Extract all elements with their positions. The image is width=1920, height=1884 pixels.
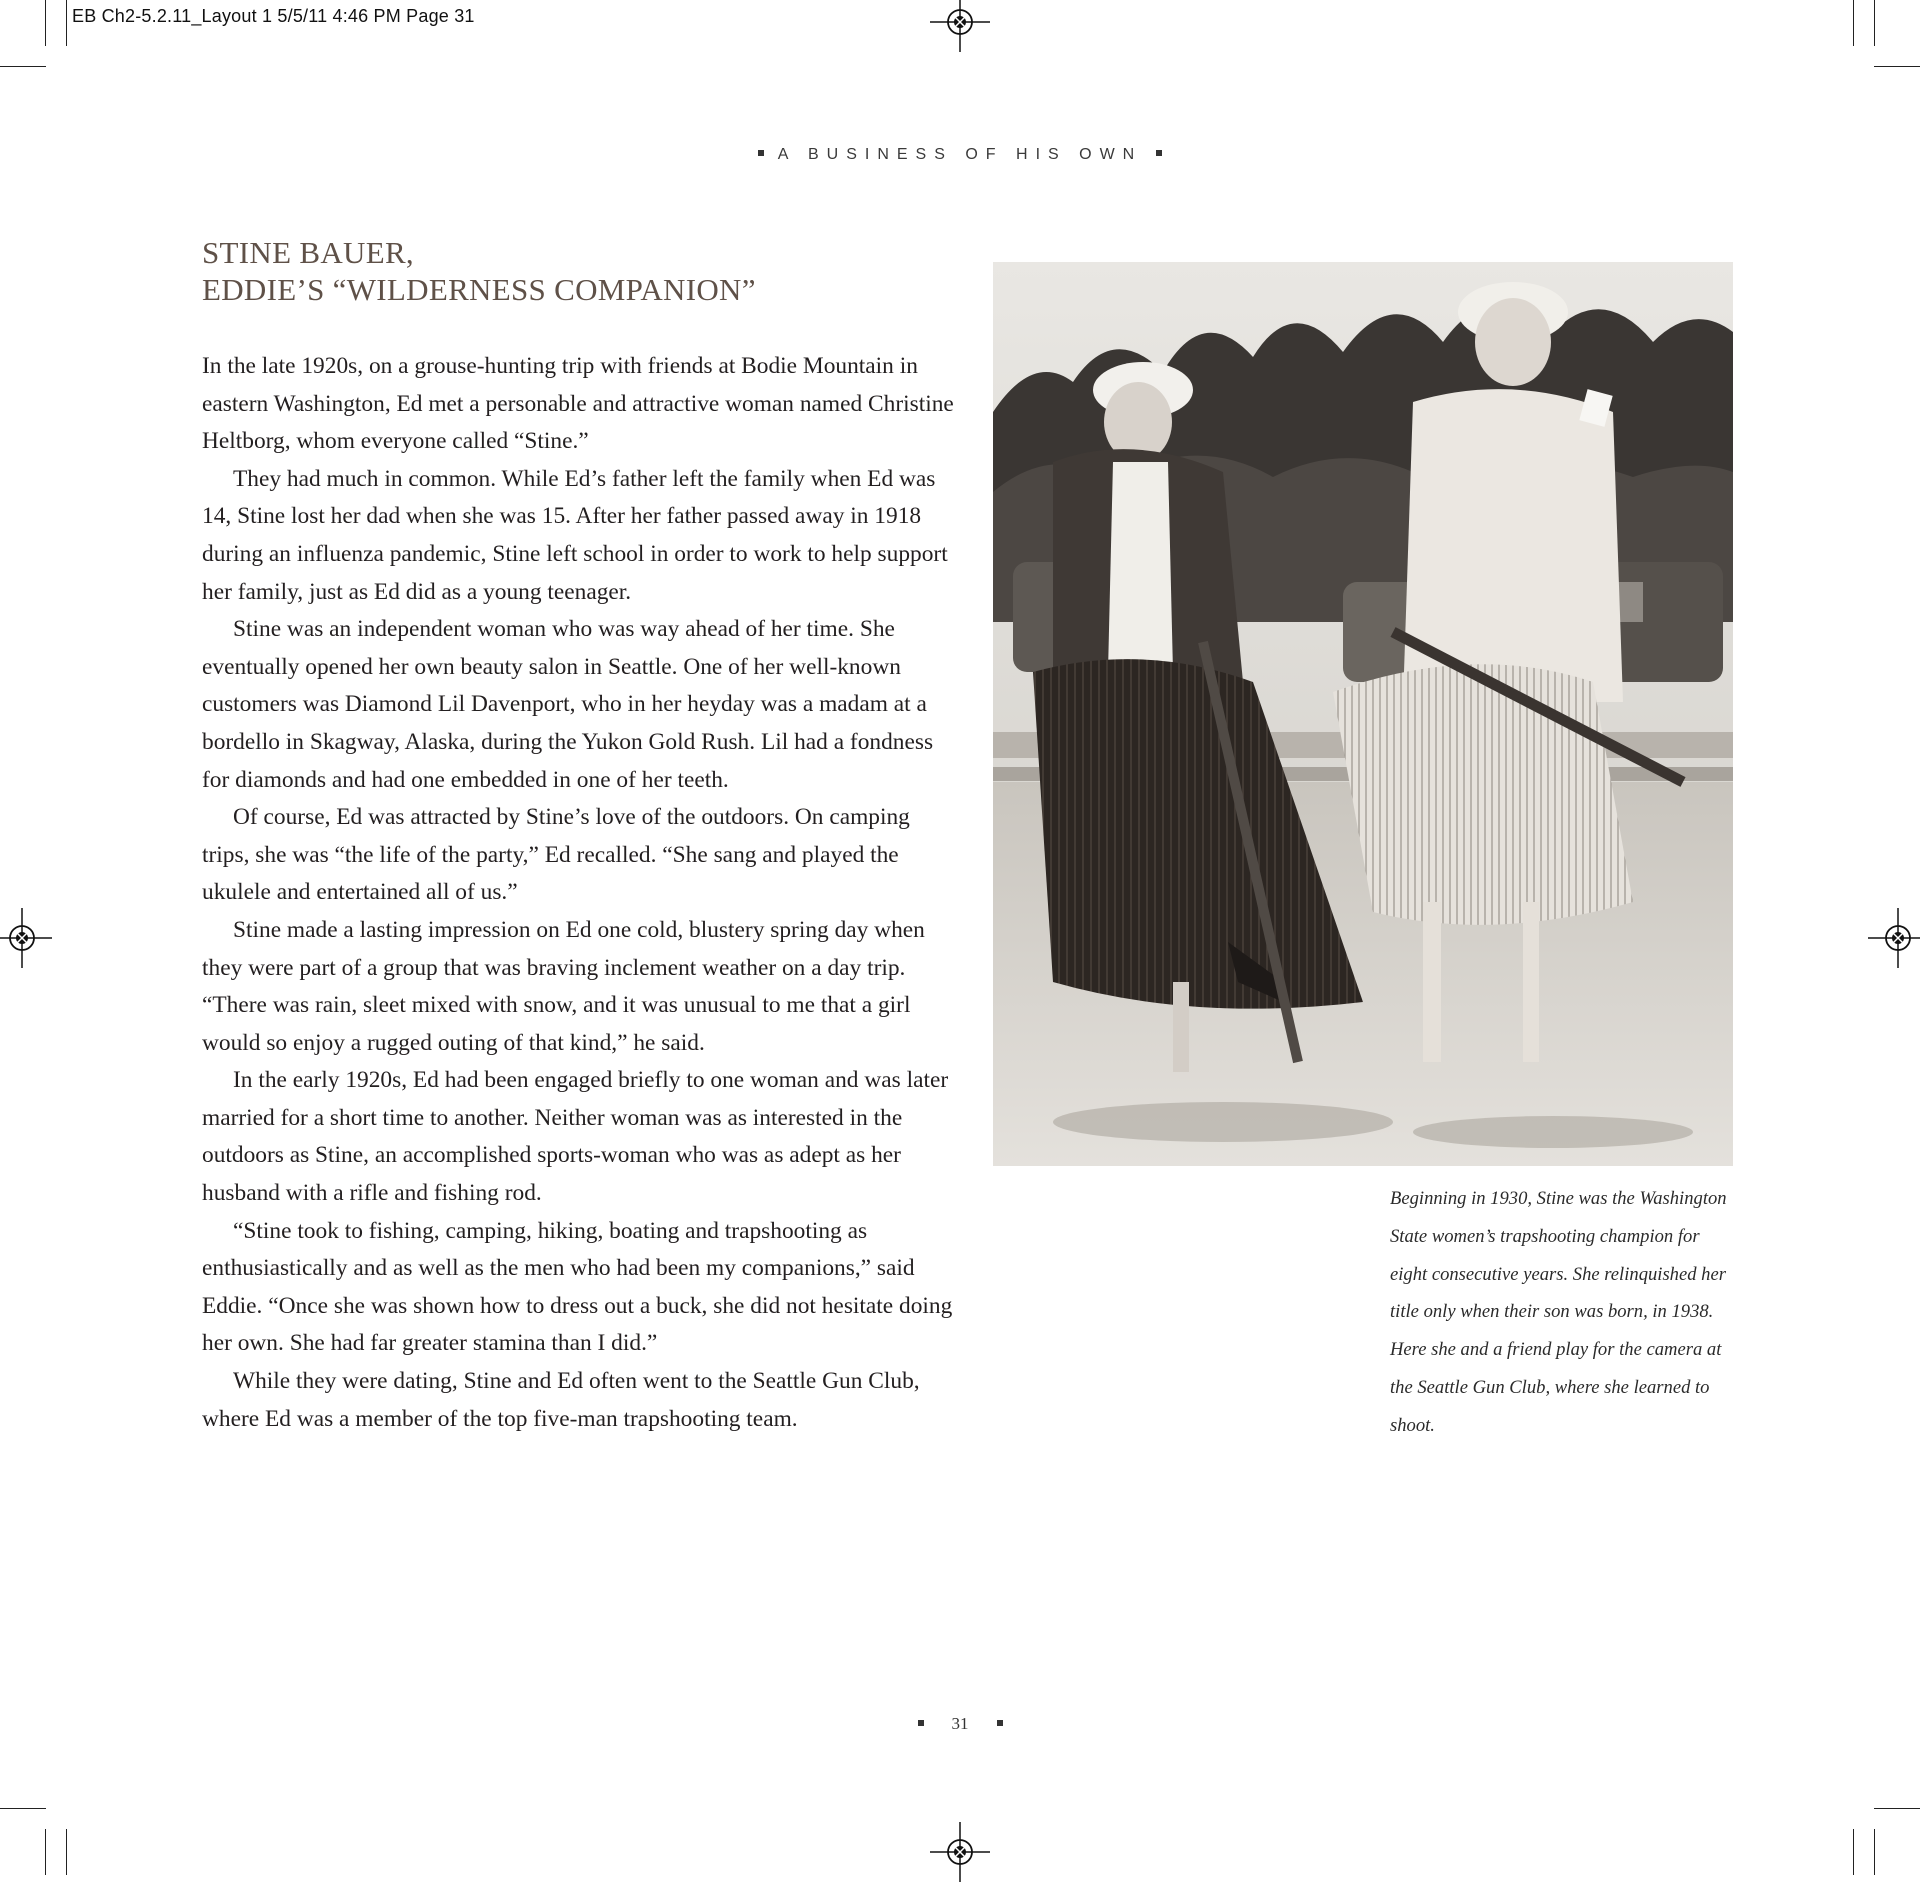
registration-mark-left-icon — [0, 906, 54, 970]
registration-mark-bottom-icon — [928, 1820, 992, 1884]
article-title-line-2: EDDIE’S “WILDERNESS COMPANION” — [202, 272, 756, 307]
crop-mark-top-right-vertical-2 — [1874, 0, 1875, 46]
body-paragraph: “Stine took to fishing, camping, hiking, boating and trapshooting as enthusiastically and as well as the men who had been my companions,” said Eddie. “Once she was shown how to dress out a buck, she did not hesitate doing her own. She had far greater stamina than I did.” — [202, 1217, 953, 1357]
crop-mark-top-right-horizontal — [1874, 66, 1920, 67]
body-paragraph: In the early 1920s, Ed had been engaged briefly to one woman and was later married for a short time to another. Neither woman was as interested in the outdoors as Stine, an accomplished sports-woman who was as adept as her husband with a rifle and fishing rod. — [202, 1067, 949, 1207]
crop-mark-top-left-horizontal — [0, 66, 46, 67]
crop-mark-top-left-vertical-2 — [66, 0, 67, 46]
bullet-square-icon — [918, 1720, 924, 1726]
registration-mark-top-icon — [928, 0, 992, 54]
article-title-line-1: STINE BAUER, — [202, 235, 414, 270]
page-footer — [0, 1714, 1920, 1734]
body-paragraph: In the late 1920s, on a grouse-hunting trip with friends at Bodie Mountain in eastern Washington, Ed met a personable and attractive woman named Christine Heltborg, whom everyone called “Stine.” — [202, 353, 954, 455]
photo-caption: Beginning in 1930, Stine was the Washington State women’s trapshooting champion for eight consecutive years. She relinquished her title only when their son was born, in 1938. Here she and a friend play for the camera at the Seattle Gun Club, where she learned to shoot. — [1390, 1188, 1727, 1436]
crop-mark-top-right-vertical — [1853, 0, 1854, 46]
body-paragraph: Of course, Ed was attracted by Stine’s love of the outdoors. On camping trips, she was “the life of the party,” Ed recalled. “She sang and played the ukulele and entertained all of us.” — [202, 804, 910, 906]
crop-mark-bottom-right-horizontal — [1874, 1808, 1920, 1809]
crop-mark-bottom-right-vertical-2 — [1874, 1829, 1875, 1875]
article-title — [202, 234, 962, 308]
crop-mark-bottom-left-horizontal — [0, 1808, 46, 1809]
printer-slug-line: EB Ch2-5.2.11_Layout 1 5/5/11 4:46 PM Page 31 — [72, 6, 475, 26]
bullet-square-icon — [997, 1720, 1003, 1726]
page-number: 31 — [951, 1714, 969, 1733]
body-paragraph: While they were dating, Stine and Ed often went to the Seattle Gun Club, where Ed was a member of the top five-man trapshooting team. — [202, 1368, 920, 1432]
body-paragraph: They had much in common. While Ed’s father left the family when Ed was 14, Stine lost her dad when she was 15. After her father passed away in 1918 during an influenza pandemic, Stine left school in order to work to help support her family, just as Ed did as a young teenager. — [202, 465, 948, 605]
bullet-square-icon — [1156, 150, 1162, 156]
crop-mark-bottom-right-vertical — [1853, 1829, 1854, 1875]
article-body — [202, 348, 962, 1438]
photograph-two-women-with-shotguns — [993, 262, 1733, 1166]
registration-mark-right-icon — [1866, 906, 1920, 970]
crop-mark-bottom-left-vertical — [45, 1829, 46, 1875]
body-paragraph: Stine was an independent woman who was way ahead of her time. She eventually opened her own beauty salon in Seattle. One of her well-known customers was Diamond Lil Davenport, who in her heyday was a madam at a bordello in Skagway, Alaska, during the Yukon Gold Rush. Lil had a fondness for diamonds and had one embedded in one of her teeth. — [202, 616, 934, 793]
crop-mark-bottom-left-vertical-2 — [66, 1829, 67, 1875]
running-head-text: A BUSINESS OF HIS OWN — [777, 146, 1143, 163]
running-head — [0, 146, 1920, 164]
historic-photograph — [993, 262, 1733, 1166]
body-paragraph: Stine made a lasting impression on Ed one cold, blustery spring day when they were part of a group that was braving inclement weather on a day trip. “There was rain, sleet mixed with snow, and it was unusual to me that a girl would so enjoy a rugged outing of that kind,” he said. — [202, 916, 925, 1056]
crop-mark-top-left-vertical — [45, 0, 46, 46]
bullet-square-icon — [758, 150, 764, 156]
